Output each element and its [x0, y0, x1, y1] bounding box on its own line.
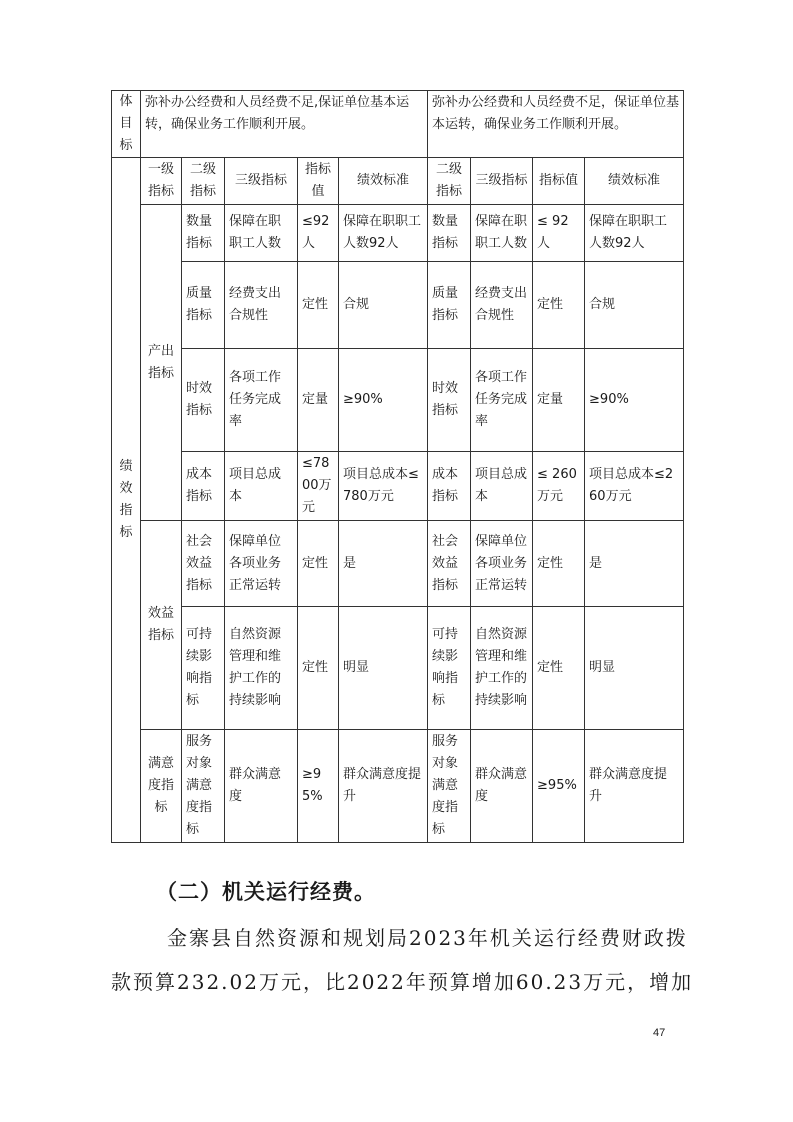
- cell-l2: 社会效益指标: [182, 521, 225, 607]
- cell-standard-b: 是: [585, 521, 684, 607]
- cell-value: 定性: [298, 607, 339, 730]
- cell-standard-b: ≥90%: [585, 349, 684, 452]
- cell-l3-b: 保障在职职工人数: [471, 205, 533, 262]
- page-number: 47: [653, 1027, 666, 1039]
- cell-value-b: 定性: [533, 262, 585, 349]
- cell-standard-b: 合规: [585, 262, 684, 349]
- cell-value-b: 定性: [533, 607, 585, 730]
- output-indicator-label: 产出指标: [141, 205, 182, 521]
- benefit-indicator-label: 效益指标: [141, 521, 182, 730]
- cell-standard-b: 保障在职职工人数92人: [585, 205, 684, 262]
- cell-l2: 时效指标: [182, 349, 225, 452]
- cell-standard-b: 明显: [585, 607, 684, 730]
- cell-l2: 质量指标: [182, 262, 225, 349]
- cell-standard: 群众满意度提升: [339, 730, 428, 843]
- header-value-b: 指标值: [533, 158, 585, 205]
- cell-l2-b: 数量指标: [428, 205, 471, 262]
- cell-l3-b: 自然资源管理和维护工作的持续影响: [471, 607, 533, 730]
- cell-value: ≤92人: [298, 205, 339, 262]
- cell-l3-b: 各项工作任务完成率: [471, 349, 533, 452]
- cell-standard-b: 项目总成本≤260万元: [585, 452, 684, 521]
- cell-l2-b: 成本指标: [428, 452, 471, 521]
- cell-standard: 明显: [339, 607, 428, 730]
- cell-value: 定性: [298, 262, 339, 349]
- cell-value: 定性: [298, 521, 339, 607]
- target-text-right: 弥补办公经费和人员经费不足，保证单位基本运转，确保业务工作顺利开展。: [428, 91, 684, 158]
- header-level3-b: 三级指标: [471, 158, 533, 205]
- cell-value: 定量: [298, 349, 339, 452]
- cell-value-b: ≤ 92人: [533, 205, 585, 262]
- cell-l2: 服务对象满意度指标: [182, 730, 225, 843]
- table-row: [112, 607, 684, 730]
- header-standard: 绩效标准: [339, 158, 428, 205]
- performance-indicator-label: 绩效指标: [112, 158, 141, 843]
- table-row: [112, 452, 684, 521]
- section-heading: （二）机关运行经费。: [156, 879, 376, 904]
- table-row: [112, 730, 684, 843]
- cell-value-b: 定量: [533, 349, 585, 452]
- cell-l2-b: 社会效益指标: [428, 521, 471, 607]
- table-row: [112, 349, 684, 452]
- cell-l3: 自然资源管理和维护工作的持续影响: [225, 607, 298, 730]
- cell-l2: 可持续影响指标: [182, 607, 225, 730]
- cell-l3: 经费支出合规性: [225, 262, 298, 349]
- performance-indicator-table: [111, 90, 684, 843]
- cell-l2-b: 可持续影响指标: [428, 607, 471, 730]
- cell-value-b: 定性: [533, 521, 585, 607]
- header-level2-b: 二级指标: [428, 158, 471, 205]
- paragraph-line-1: 金寨县自然资源和规划局2023年机关运行经费财政拨: [167, 926, 688, 950]
- table-row: [112, 521, 684, 607]
- cell-standard: 合规: [339, 262, 428, 349]
- satisfaction-indicator-label: 满意度指标: [141, 730, 182, 843]
- cell-value: ≤7800万元: [298, 452, 339, 521]
- target-label: 体目标: [112, 91, 141, 158]
- cell-standard: ≥90%: [339, 349, 428, 452]
- cell-l3: 保障在职职工人数: [225, 205, 298, 262]
- cell-standard-b: 群众满意度提升: [585, 730, 684, 843]
- cell-l3: 保障单位各项业务正常运转: [225, 521, 298, 607]
- overall-target-row: [112, 91, 684, 158]
- cell-l2-b: 时效指标: [428, 349, 471, 452]
- table-row: [112, 205, 684, 262]
- table-row: [112, 262, 684, 349]
- header-level3: 三级指标: [225, 158, 298, 205]
- cell-l2-b: 质量指标: [428, 262, 471, 349]
- header-row: [112, 158, 684, 205]
- cell-l2-b: 服务对象满意度指标: [428, 730, 471, 843]
- cell-l3: 各项工作任务完成率: [225, 349, 298, 452]
- target-text-left: 弥补办公经费和人员经费不足,保证单位基本运转，确保业务工作顺利开展。: [141, 91, 428, 158]
- cell-l3-b: 群众满意度: [471, 730, 533, 843]
- header-value: 指标值: [298, 158, 339, 205]
- cell-l3: 项目总成本: [225, 452, 298, 521]
- header-level1: 一级指标: [141, 158, 182, 205]
- cell-l3-b: 保障单位各项业务正常运转: [471, 521, 533, 607]
- cell-l2: 成本指标: [182, 452, 225, 521]
- cell-value: ≥95%: [298, 730, 339, 843]
- cell-l2: 数量指标: [182, 205, 225, 262]
- cell-l3-b: 项目总成本: [471, 452, 533, 521]
- cell-standard: 是: [339, 521, 428, 607]
- paragraph-line-2: 款预算232.02万元，比2022年预算增加60.23万元，增加: [111, 970, 694, 994]
- cell-standard: 保障在职职工人数92人: [339, 205, 428, 262]
- cell-l3-b: 经费支出合规性: [471, 262, 533, 349]
- header-standard-b: 绩效标准: [585, 158, 684, 205]
- cell-standard: 项目总成本≤780万元: [339, 452, 428, 521]
- header-level2: 二级指标: [182, 158, 225, 205]
- cell-value-b: ≤ 260万元: [533, 452, 585, 521]
- cell-value-b: ≥95%: [533, 730, 585, 843]
- cell-l3: 群众满意度: [225, 730, 298, 843]
